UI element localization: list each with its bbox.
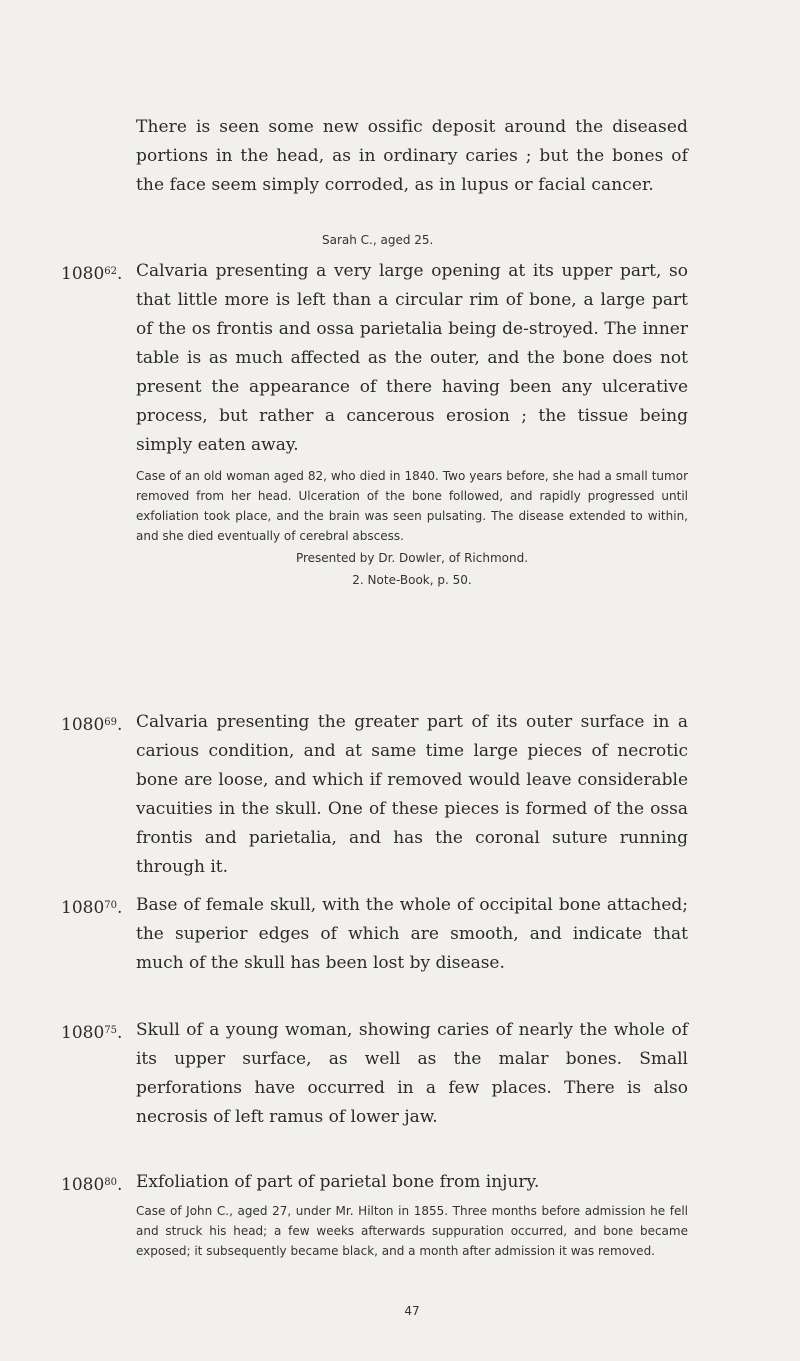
- entry-description: Base of female skull, with the whole of occipital bone attached; the superior edges of which are smooth, and indicate that much of the skull has been lost by disease.: [136, 895, 688, 973]
- entry-description: Exfoliation of part of parietal bone from injury.: [136, 1172, 540, 1192]
- case-note: Case of John C., aged 27, under Mr. Hilton in 1855. Three months before admission he fell and struck his head; a few weeks afterwards suppuration occurred, and bone became exposed; it subsequently became black, and a month after admission it was removed.: [136, 1204, 688, 1258]
- entry-number: 1080$^{62}$.: [61, 264, 123, 284]
- entry-description: Skull of a young woman, showing caries of nearly the whole of its upper surface, as well as the malar bones. Small perforations have occurred in a few places. There is also necrosis of left ramus of lower jaw.: [136, 1020, 688, 1127]
- entry-number: 1080$^{70}$.: [61, 898, 123, 918]
- catalogue-entry: [61, 891, 688, 978]
- intro-paragraph: There is seen some new ossific deposit around the diseased portions in the head, as in ordinary caries ; but the bones of the face seem simply corroded, as in lupus or facial cancer.: [136, 117, 688, 195]
- catalogue-entry: [61, 708, 688, 882]
- catalogue-entry: [61, 1016, 688, 1132]
- catalogue-entry: [61, 1168, 688, 1261]
- entry-description: Calvaria presenting a very large opening at its upper part, so that little more is left than a circular rim of bone, a large part of the os frontis and ossa parietalia being de-stroyed. The inner table is as much affected as the outer, and the bone does not present the appearance of there having been any ulcerative process, but rather a cancerous erosion ; the tissue being simply eaten away.: [136, 261, 688, 455]
- page-number: 47: [404, 1304, 420, 1318]
- intro-caption: Sarah C., aged 25.: [322, 233, 434, 247]
- presented-by: Presented by Dr. Dowler, of Richmond.: [295, 551, 529, 565]
- catalogue-entry: [61, 257, 688, 590]
- entry-number: 1080$^{75}$.: [61, 1023, 123, 1043]
- reference: 2. Note-Book, p. 50.: [352, 573, 472, 587]
- entry-number: 1080$^{80}$.: [61, 1175, 123, 1195]
- entry-number: 1080$^{69}$.: [61, 715, 123, 735]
- case-note: Case of an old woman aged 82, who died in 1840. Two years before, she had a small tumor removed from her head. Ulceration of the bone followed, and rapidly progressed until exfoliation took place, and the brain was seen pulsating. The disease extended to within, and she died eventually of cerebral abscess.: [136, 469, 688, 543]
- entry-description: Calvaria presenting the greater part of its outer surface in a carious condition, and at same time large pieces of necrotic bone are loose, and which if removed would leave considerable vacuities in the skull. One of these pieces is formed of the ossa frontis and parietalia, and has the coronal suture running through it.: [136, 712, 688, 877]
